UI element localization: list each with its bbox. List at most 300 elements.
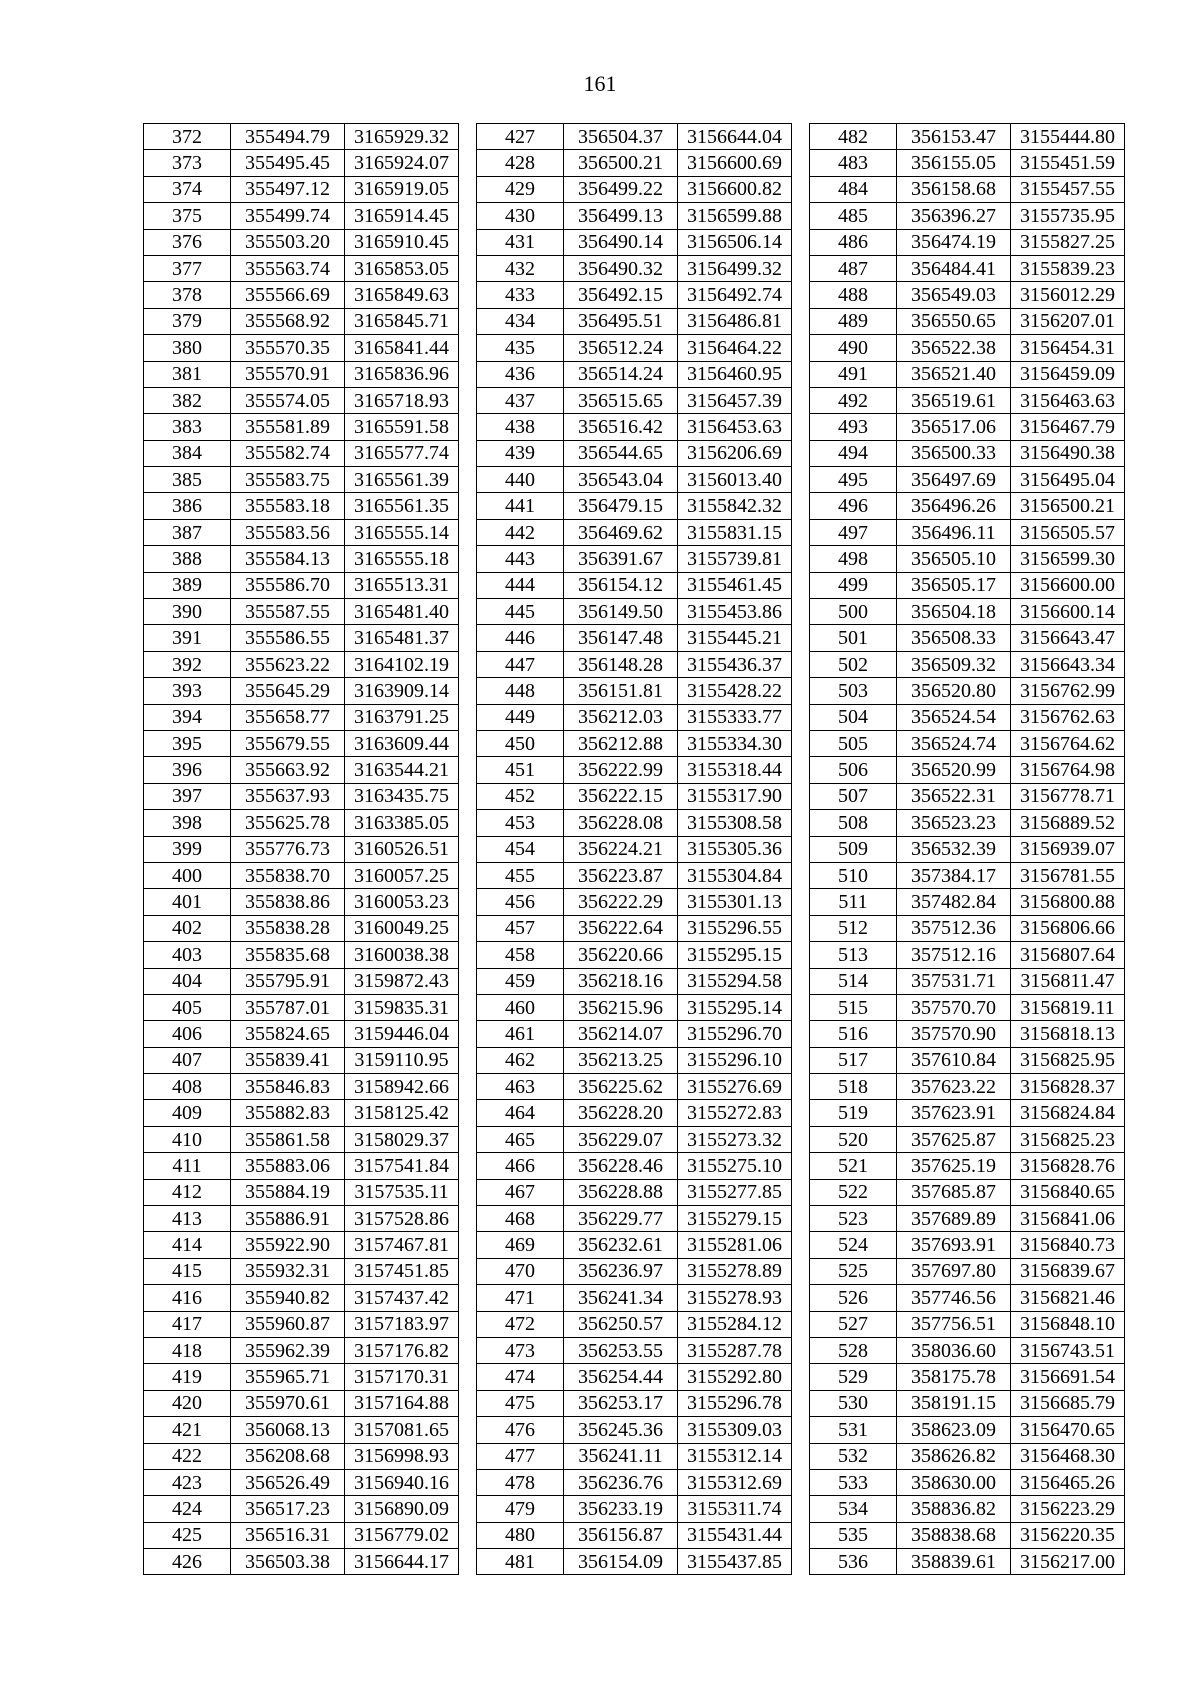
- y-coordinate-cell: 3157541.84: [345, 1153, 459, 1179]
- table-row: [144, 915, 459, 941]
- point-number-cell: 410: [144, 1126, 231, 1152]
- x-coordinate-cell: 356241.34: [564, 1285, 678, 1311]
- y-coordinate-cell: 3155428.22: [678, 678, 792, 704]
- x-coordinate-cell: 356516.31: [231, 1522, 345, 1548]
- point-number-cell: 430: [477, 203, 564, 229]
- point-number-cell: 397: [144, 783, 231, 809]
- x-coordinate-cell: 356232.61: [564, 1232, 678, 1258]
- y-coordinate-cell: 3156781.55: [1011, 862, 1125, 888]
- table-row: [477, 1496, 792, 1522]
- point-number-cell: 534: [810, 1496, 897, 1522]
- y-coordinate-cell: 3156890.09: [345, 1496, 459, 1522]
- x-coordinate-cell: 356154.12: [564, 572, 678, 598]
- table-row: [144, 1258, 459, 1284]
- table-row: [477, 308, 792, 334]
- y-coordinate-cell: 3159872.43: [345, 968, 459, 994]
- table-row: [810, 810, 1125, 836]
- point-number-cell: 451: [477, 757, 564, 783]
- x-coordinate-cell: 356504.37: [564, 124, 678, 150]
- table-row: [144, 1100, 459, 1126]
- x-coordinate-cell: 357689.89: [897, 1206, 1011, 1232]
- table-row: [810, 889, 1125, 915]
- table-row: [810, 599, 1125, 625]
- x-coordinate-cell: 355495.45: [231, 150, 345, 176]
- table-row: [477, 651, 792, 677]
- y-coordinate-cell: 3165481.40: [345, 599, 459, 625]
- table-row: [477, 1390, 792, 1416]
- point-number-cell: 526: [810, 1285, 897, 1311]
- y-coordinate-cell: 3157437.42: [345, 1285, 459, 1311]
- y-coordinate-cell: 3156223.29: [1011, 1496, 1125, 1522]
- x-coordinate-cell: 355497.12: [231, 176, 345, 202]
- point-number-cell: 372: [144, 124, 231, 150]
- point-number-cell: 415: [144, 1258, 231, 1284]
- point-number-cell: 408: [144, 1074, 231, 1100]
- table-row: [144, 1311, 459, 1337]
- point-number-cell: 490: [810, 335, 897, 361]
- table-row: [810, 836, 1125, 862]
- table-row: [810, 1417, 1125, 1443]
- x-coordinate-cell: 356213.25: [564, 1047, 678, 1073]
- point-number-cell: 477: [477, 1443, 564, 1469]
- y-coordinate-cell: 3155296.55: [678, 915, 792, 941]
- table-row: [477, 1522, 792, 1548]
- x-coordinate-cell: 356236.97: [564, 1258, 678, 1284]
- table-row: [477, 1443, 792, 1469]
- x-coordinate-cell: 356549.03: [897, 282, 1011, 308]
- point-number-cell: 458: [477, 942, 564, 968]
- table-row: [144, 1496, 459, 1522]
- x-coordinate-cell: 355787.01: [231, 994, 345, 1020]
- point-number-cell: 514: [810, 968, 897, 994]
- point-number-cell: 431: [477, 229, 564, 255]
- x-coordinate-cell: 356544.65: [564, 440, 678, 466]
- point-number-cell: 499: [810, 572, 897, 598]
- x-coordinate-cell: 358630.00: [897, 1469, 1011, 1495]
- table-row: [477, 1074, 792, 1100]
- point-number-cell: 508: [810, 810, 897, 836]
- table-row: [144, 124, 459, 150]
- x-coordinate-cell: 356505.17: [897, 572, 1011, 598]
- y-coordinate-cell: 3155276.69: [678, 1074, 792, 1100]
- y-coordinate-cell: 3156825.95: [1011, 1047, 1125, 1073]
- y-coordinate-cell: 3156764.98: [1011, 757, 1125, 783]
- table-row: [477, 1126, 792, 1152]
- point-number-cell: 449: [477, 704, 564, 730]
- table-row: [810, 783, 1125, 809]
- table-row: [144, 1285, 459, 1311]
- x-coordinate-cell: 356154.09: [564, 1549, 678, 1575]
- y-coordinate-cell: 3156691.54: [1011, 1364, 1125, 1390]
- y-coordinate-cell: 3155279.15: [678, 1206, 792, 1232]
- y-coordinate-cell: 3156464.22: [678, 335, 792, 361]
- x-coordinate-cell: 356229.07: [564, 1126, 678, 1152]
- point-number-cell: 387: [144, 519, 231, 545]
- y-coordinate-cell: 3156940.16: [345, 1469, 459, 1495]
- point-number-cell: 483: [810, 150, 897, 176]
- table-row: [144, 942, 459, 968]
- x-coordinate-cell: 357384.17: [897, 862, 1011, 888]
- x-coordinate-cell: 358626.82: [897, 1443, 1011, 1469]
- y-coordinate-cell: 3165718.93: [345, 387, 459, 413]
- x-coordinate-cell: 355582.74: [231, 440, 345, 466]
- x-coordinate-cell: 357482.84: [897, 889, 1011, 915]
- x-coordinate-cell: 356469.62: [564, 519, 678, 545]
- x-coordinate-cell: 357625.87: [897, 1126, 1011, 1152]
- y-coordinate-cell: 3156467.79: [1011, 414, 1125, 440]
- y-coordinate-cell: 3156599.88: [678, 203, 792, 229]
- point-number-cell: 523: [810, 1206, 897, 1232]
- x-coordinate-cell: 356526.49: [231, 1469, 345, 1495]
- y-coordinate-cell: 3165845.71: [345, 308, 459, 334]
- x-coordinate-cell: 355625.78: [231, 810, 345, 836]
- x-coordinate-cell: 355574.05: [231, 387, 345, 413]
- table-row: [144, 1126, 459, 1152]
- table-row: [144, 1153, 459, 1179]
- point-number-cell: 478: [477, 1469, 564, 1495]
- y-coordinate-cell: 3156490.38: [1011, 440, 1125, 466]
- x-coordinate-cell: 356532.39: [897, 836, 1011, 862]
- point-number-cell: 374: [144, 176, 231, 202]
- y-coordinate-cell: 3155295.15: [678, 942, 792, 968]
- table-row: [477, 678, 792, 704]
- point-number-cell: 524: [810, 1232, 897, 1258]
- point-number-cell: 400: [144, 862, 231, 888]
- y-coordinate-cell: 3156217.00: [1011, 1549, 1125, 1575]
- table-row: [144, 335, 459, 361]
- point-number-cell: 501: [810, 625, 897, 651]
- x-coordinate-cell: 358836.82: [897, 1496, 1011, 1522]
- table-row: [477, 282, 792, 308]
- y-coordinate-cell: 3155827.25: [1011, 229, 1125, 255]
- x-coordinate-cell: 356253.55: [564, 1337, 678, 1363]
- x-coordinate-cell: 355637.93: [231, 783, 345, 809]
- table-row: [477, 1047, 792, 1073]
- point-number-cell: 516: [810, 1021, 897, 1047]
- table-row: [477, 1417, 792, 1443]
- y-coordinate-cell: 3165561.39: [345, 467, 459, 493]
- table-row: [810, 1443, 1125, 1469]
- table-row: [477, 968, 792, 994]
- y-coordinate-cell: 3155311.74: [678, 1496, 792, 1522]
- x-coordinate-cell: 355838.28: [231, 915, 345, 941]
- x-coordinate-cell: 356391.67: [564, 546, 678, 572]
- x-coordinate-cell: 356222.15: [564, 783, 678, 809]
- table-row: [477, 361, 792, 387]
- y-coordinate-cell: 3155301.13: [678, 889, 792, 915]
- table-row: [144, 994, 459, 1020]
- y-coordinate-cell: 3156762.63: [1011, 704, 1125, 730]
- point-number-cell: 437: [477, 387, 564, 413]
- point-number-cell: 517: [810, 1047, 897, 1073]
- y-coordinate-cell: 3155296.70: [678, 1021, 792, 1047]
- point-number-cell: 466: [477, 1153, 564, 1179]
- x-coordinate-cell: 356228.46: [564, 1153, 678, 1179]
- y-coordinate-cell: 3156889.52: [1011, 810, 1125, 836]
- x-coordinate-cell: 358036.60: [897, 1337, 1011, 1363]
- y-coordinate-cell: 3156600.00: [1011, 572, 1125, 598]
- x-coordinate-cell: 355570.35: [231, 335, 345, 361]
- table-row: [144, 862, 459, 888]
- x-coordinate-cell: 355503.20: [231, 229, 345, 255]
- table-row: [810, 519, 1125, 545]
- point-number-cell: 427: [477, 124, 564, 150]
- y-coordinate-cell: 3156939.07: [1011, 836, 1125, 862]
- x-coordinate-cell: 357570.90: [897, 1021, 1011, 1047]
- y-coordinate-cell: 3156778.71: [1011, 783, 1125, 809]
- point-number-cell: 502: [810, 651, 897, 677]
- y-coordinate-cell: 3163791.25: [345, 704, 459, 730]
- x-coordinate-cell: 357512.16: [897, 942, 1011, 968]
- point-number-cell: 434: [477, 308, 564, 334]
- y-coordinate-cell: 3157467.81: [345, 1232, 459, 1258]
- table-row: [810, 1258, 1125, 1284]
- point-number-cell: 469: [477, 1232, 564, 1258]
- x-coordinate-cell: 355884.19: [231, 1179, 345, 1205]
- x-coordinate-cell: 356147.48: [564, 625, 678, 651]
- point-number-cell: 424: [144, 1496, 231, 1522]
- y-coordinate-cell: 3156470.65: [1011, 1417, 1125, 1443]
- table-row: [144, 968, 459, 994]
- point-number-cell: 385: [144, 467, 231, 493]
- y-coordinate-cell: 3155735.95: [1011, 203, 1125, 229]
- x-coordinate-cell: 355824.65: [231, 1021, 345, 1047]
- y-coordinate-cell: 3155296.78: [678, 1390, 792, 1416]
- y-coordinate-cell: 3159835.31: [345, 994, 459, 1020]
- point-number-cell: 518: [810, 1074, 897, 1100]
- x-coordinate-cell: 356158.68: [897, 176, 1011, 202]
- table-row: [810, 1390, 1125, 1416]
- x-coordinate-cell: 356514.24: [564, 361, 678, 387]
- point-number-cell: 407: [144, 1047, 231, 1073]
- y-coordinate-cell: 3155831.15: [678, 519, 792, 545]
- table-row: [810, 1021, 1125, 1047]
- point-number-cell: 474: [477, 1364, 564, 1390]
- y-coordinate-cell: 3156499.32: [678, 255, 792, 281]
- y-coordinate-cell: 3156998.93: [345, 1443, 459, 1469]
- table-row: [477, 1206, 792, 1232]
- table-row: [477, 599, 792, 625]
- table-row: [810, 1311, 1125, 1337]
- point-number-cell: 389: [144, 572, 231, 598]
- x-coordinate-cell: 355846.83: [231, 1074, 345, 1100]
- point-number-cell: 428: [477, 150, 564, 176]
- table-row: [477, 942, 792, 968]
- y-coordinate-cell: 3155309.03: [678, 1417, 792, 1443]
- table-row: [477, 519, 792, 545]
- y-coordinate-cell: 3156800.88: [1011, 889, 1125, 915]
- x-coordinate-cell: 355960.87: [231, 1311, 345, 1337]
- x-coordinate-cell: 356224.21: [564, 836, 678, 862]
- y-coordinate-cell: 3156825.23: [1011, 1126, 1125, 1152]
- table-row: [477, 1232, 792, 1258]
- y-coordinate-cell: 3155273.32: [678, 1126, 792, 1152]
- point-number-cell: 463: [477, 1074, 564, 1100]
- x-coordinate-cell: 356233.19: [564, 1496, 678, 1522]
- point-number-cell: 471: [477, 1285, 564, 1311]
- table-row: [477, 335, 792, 361]
- point-number-cell: 476: [477, 1417, 564, 1443]
- point-number-cell: 487: [810, 255, 897, 281]
- point-number-cell: 396: [144, 757, 231, 783]
- table-row: [810, 704, 1125, 730]
- y-coordinate-cell: 3157176.82: [345, 1337, 459, 1363]
- x-coordinate-cell: 356218.16: [564, 968, 678, 994]
- x-coordinate-cell: 355795.91: [231, 968, 345, 994]
- table-row: [810, 1074, 1125, 1100]
- point-number-cell: 454: [477, 836, 564, 862]
- point-number-cell: 384: [144, 440, 231, 466]
- table-row: [477, 229, 792, 255]
- x-coordinate-cell: 355970.61: [231, 1390, 345, 1416]
- y-coordinate-cell: 3156492.74: [678, 282, 792, 308]
- y-coordinate-cell: 3156453.63: [678, 414, 792, 440]
- y-coordinate-cell: 3156599.30: [1011, 546, 1125, 572]
- table-row: [477, 810, 792, 836]
- table-row: [144, 440, 459, 466]
- table-row: [810, 440, 1125, 466]
- table-row: [477, 387, 792, 413]
- y-coordinate-cell: 3156743.51: [1011, 1337, 1125, 1363]
- table-row: [477, 1549, 792, 1575]
- table-row: [477, 1311, 792, 1337]
- table-row: [144, 599, 459, 625]
- table-row: [477, 1258, 792, 1284]
- x-coordinate-cell: 355663.92: [231, 757, 345, 783]
- x-coordinate-cell: 355581.89: [231, 414, 345, 440]
- table-row: [810, 282, 1125, 308]
- point-number-cell: 459: [477, 968, 564, 994]
- table-row: [144, 651, 459, 677]
- point-number-cell: 473: [477, 1337, 564, 1363]
- page-number: 161: [583, 71, 617, 96]
- x-coordinate-cell: 356524.54: [897, 704, 1011, 730]
- y-coordinate-cell: 3156207.01: [1011, 308, 1125, 334]
- x-coordinate-cell: 356495.51: [564, 308, 678, 334]
- point-number-cell: 440: [477, 467, 564, 493]
- point-number-cell: 401: [144, 889, 231, 915]
- table-row: [144, 1364, 459, 1390]
- x-coordinate-cell: 356500.33: [897, 440, 1011, 466]
- x-coordinate-cell: 358838.68: [897, 1522, 1011, 1548]
- y-coordinate-cell: 3156013.40: [678, 467, 792, 493]
- point-number-cell: 464: [477, 1100, 564, 1126]
- x-coordinate-cell: 356496.11: [897, 519, 1011, 545]
- table-row: [144, 625, 459, 651]
- table-row: [810, 862, 1125, 888]
- point-number-cell: 489: [810, 308, 897, 334]
- x-coordinate-cell: 356497.69: [897, 467, 1011, 493]
- x-coordinate-cell: 356212.03: [564, 704, 678, 730]
- x-coordinate-cell: 356254.44: [564, 1364, 678, 1390]
- point-number-cell: 380: [144, 335, 231, 361]
- point-number-cell: 498: [810, 546, 897, 572]
- x-coordinate-cell: 356208.68: [231, 1443, 345, 1469]
- x-coordinate-cell: 356253.17: [564, 1390, 678, 1416]
- x-coordinate-cell: 356490.32: [564, 255, 678, 281]
- x-coordinate-cell: 357697.80: [897, 1258, 1011, 1284]
- y-coordinate-cell: 3155444.80: [1011, 124, 1125, 150]
- y-coordinate-cell: 3159110.95: [345, 1047, 459, 1073]
- x-coordinate-cell: 358175.78: [897, 1364, 1011, 1390]
- point-number-cell: 494: [810, 440, 897, 466]
- y-coordinate-cell: 3165841.44: [345, 335, 459, 361]
- y-coordinate-cell: 3155284.12: [678, 1311, 792, 1337]
- x-coordinate-cell: 357756.51: [897, 1311, 1011, 1337]
- table-row: [144, 546, 459, 572]
- table-row: [144, 361, 459, 387]
- x-coordinate-cell: 356222.29: [564, 889, 678, 915]
- y-coordinate-cell: 3156506.14: [678, 229, 792, 255]
- table-row: [810, 414, 1125, 440]
- table-row: [810, 1179, 1125, 1205]
- x-coordinate-cell: 356250.57: [564, 1311, 678, 1337]
- y-coordinate-cell: 3156457.39: [678, 387, 792, 413]
- x-coordinate-cell: 356212.88: [564, 730, 678, 756]
- point-number-cell: 509: [810, 836, 897, 862]
- table-row: [477, 1100, 792, 1126]
- y-coordinate-cell: 3165910.45: [345, 229, 459, 255]
- table-row: [810, 255, 1125, 281]
- y-coordinate-cell: 3158942.66: [345, 1074, 459, 1100]
- table-row: [477, 150, 792, 176]
- x-coordinate-cell: 355499.74: [231, 203, 345, 229]
- x-coordinate-cell: 355861.58: [231, 1126, 345, 1152]
- point-number-cell: 444: [477, 572, 564, 598]
- point-number-cell: 419: [144, 1364, 231, 1390]
- point-number-cell: 411: [144, 1153, 231, 1179]
- y-coordinate-cell: 3165555.18: [345, 546, 459, 572]
- y-coordinate-cell: 3165919.05: [345, 176, 459, 202]
- x-coordinate-cell: 357693.91: [897, 1232, 1011, 1258]
- point-number-cell: 373: [144, 150, 231, 176]
- table-row: [144, 467, 459, 493]
- y-coordinate-cell: 3157528.86: [345, 1206, 459, 1232]
- table-row: [144, 783, 459, 809]
- table-row: [477, 889, 792, 915]
- point-number-cell: 382: [144, 387, 231, 413]
- x-coordinate-cell: 356519.61: [897, 387, 1011, 413]
- table-row: [810, 335, 1125, 361]
- point-number-cell: 443: [477, 546, 564, 572]
- point-number-cell: 442: [477, 519, 564, 545]
- point-number-cell: 377: [144, 255, 231, 281]
- point-number-cell: 510: [810, 862, 897, 888]
- y-coordinate-cell: 3156779.02: [345, 1522, 459, 1548]
- x-coordinate-cell: 356517.06: [897, 414, 1011, 440]
- point-number-cell: 531: [810, 1417, 897, 1443]
- y-coordinate-cell: 3155287.78: [678, 1337, 792, 1363]
- point-number-cell: 536: [810, 1549, 897, 1575]
- y-coordinate-cell: 3156824.84: [1011, 1100, 1125, 1126]
- point-number-cell: 485: [810, 203, 897, 229]
- coordinate-table: [809, 123, 1125, 1575]
- table-row: [477, 546, 792, 572]
- table-row: [477, 414, 792, 440]
- y-coordinate-cell: 3156818.13: [1011, 1021, 1125, 1047]
- y-coordinate-cell: 3156643.34: [1011, 651, 1125, 677]
- table-row: [144, 308, 459, 334]
- y-coordinate-cell: 3156460.95: [678, 361, 792, 387]
- y-coordinate-cell: 3159446.04: [345, 1021, 459, 1047]
- point-number-cell: 480: [477, 1522, 564, 1548]
- point-number-cell: 503: [810, 678, 897, 704]
- x-coordinate-cell: 356499.13: [564, 203, 678, 229]
- point-number-cell: 521: [810, 1153, 897, 1179]
- x-coordinate-cell: 356222.64: [564, 915, 678, 941]
- y-coordinate-cell: 3155334.30: [678, 730, 792, 756]
- y-coordinate-cell: 3155305.36: [678, 836, 792, 862]
